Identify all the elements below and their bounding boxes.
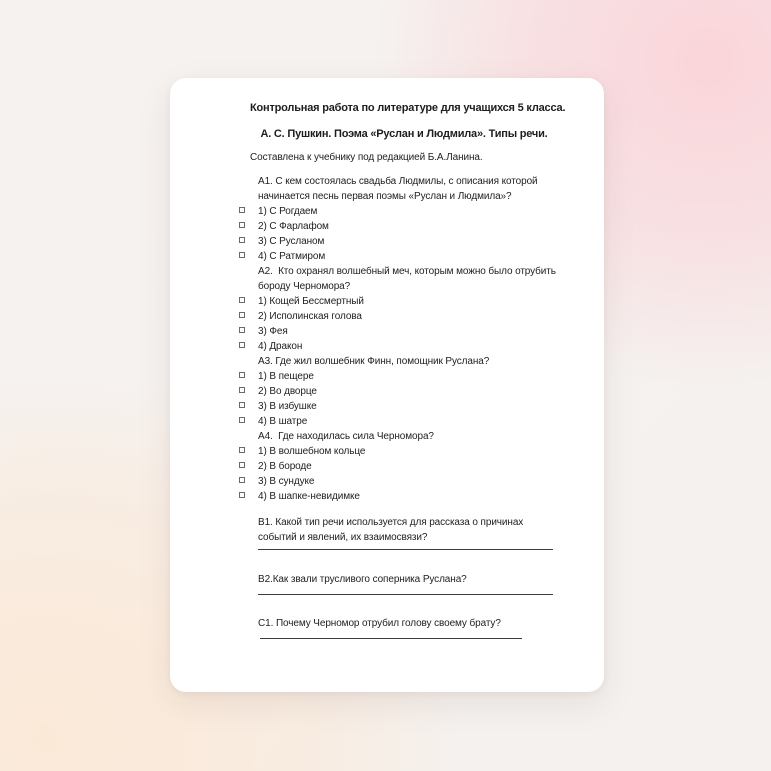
question-block-c1	[258, 616, 558, 639]
checkbox-icon[interactable]	[239, 312, 245, 318]
answer-option	[258, 399, 558, 414]
option-label: 3) В сундуке	[258, 476, 315, 487]
checkbox-icon[interactable]	[239, 222, 245, 228]
option-label: 1) В волшебном кольце	[258, 446, 366, 457]
answer-option	[258, 204, 558, 219]
question-block-a1	[258, 174, 558, 264]
question-text: С1. Почему Черномор отрубил голову своему брату?	[258, 618, 501, 629]
answer-option	[258, 489, 558, 504]
option-label: 4) Дракон	[258, 341, 303, 352]
checkbox-icon[interactable]	[239, 237, 245, 243]
answer-option	[258, 324, 558, 339]
option-label: 1) Кощей Бессмертный	[258, 296, 364, 307]
option-label: 2) С Фарлафом	[258, 221, 329, 232]
question-text: В1. Какой тип речи используется для рассказа о причинах событий и явлений, их взаимосвязи?	[258, 517, 526, 543]
option-label: 4) В шатре	[258, 416, 308, 427]
answer-option	[258, 459, 558, 474]
checkbox-icon[interactable]	[239, 252, 245, 258]
checkbox-icon[interactable]	[239, 492, 245, 498]
answer-option	[258, 414, 558, 429]
option-label: 2) Во дворце	[258, 386, 317, 397]
question-text: А1. С кем состоялась свадьба Людмилы, с описания которой начинается песнь первая поэмы «Руслан и Людмила»?	[258, 176, 541, 202]
checkbox-icon[interactable]	[239, 417, 245, 423]
answer-option	[258, 234, 558, 249]
question-text: А2. Кто охранял волшебный меч, которым можно было отрубить бороду Черномора?	[258, 266, 559, 292]
question-block-a3	[258, 354, 558, 429]
doc-byline: Составлена к учебнику под редакцией Б.А.Ланина.	[250, 152, 483, 163]
answer-option	[258, 474, 558, 489]
checkbox-icon[interactable]	[239, 372, 245, 378]
option-label: 4) С Ратмиром	[258, 251, 326, 262]
doc-subtitle: А. С. Пушкин. Поэма «Руслан и Людмила». Типы речи.	[260, 128, 548, 140]
question-text: А4. Где находилась сила Черномора?	[258, 431, 434, 442]
answer-option	[258, 444, 558, 459]
checkbox-icon[interactable]	[239, 447, 245, 453]
answer-option	[258, 369, 558, 384]
option-label: 2) В бороде	[258, 461, 312, 472]
checkbox-icon[interactable]	[239, 327, 245, 333]
checkbox-icon[interactable]	[239, 207, 245, 213]
answer-option	[258, 339, 558, 354]
option-label: 3) Фея	[258, 326, 288, 337]
document-page	[170, 78, 604, 692]
option-label: 3) В избушке	[258, 401, 317, 412]
option-label: 3) С Русланом	[258, 236, 325, 247]
answer-blank-line	[260, 638, 522, 639]
checkbox-icon[interactable]	[239, 462, 245, 468]
checkbox-icon[interactable]	[239, 387, 245, 393]
question-block-a2	[258, 264, 558, 354]
checkbox-icon[interactable]	[239, 297, 245, 303]
answer-blank-line	[258, 594, 553, 595]
checkbox-icon[interactable]	[239, 402, 245, 408]
option-label: 2) Исполинская голова	[258, 311, 362, 322]
answer-option	[258, 219, 558, 234]
question-block-b2	[258, 572, 558, 595]
answer-option	[258, 294, 558, 309]
question-block-a4	[258, 429, 558, 504]
option-label: 1) В пещере	[258, 371, 314, 382]
doc-title: Контрольная работа по литературе для учащихся 5 класса.	[250, 102, 566, 114]
question-text: В2.Как звали трусливого соперника Руслана?	[258, 574, 467, 585]
document-card	[170, 78, 604, 692]
option-label: 1) С Рогдаем	[258, 206, 318, 217]
answer-option	[258, 309, 558, 324]
checkbox-icon[interactable]	[239, 477, 245, 483]
answer-blank-line	[258, 549, 553, 550]
option-label: 4) В шапке-невидимке	[258, 491, 360, 502]
answer-option	[258, 249, 558, 264]
checkbox-icon[interactable]	[239, 342, 245, 348]
question-text: А3. Где жил волшебник Финн, помощник Руслана?	[258, 356, 490, 367]
question-block-b1	[258, 515, 558, 550]
answer-option	[258, 384, 558, 399]
